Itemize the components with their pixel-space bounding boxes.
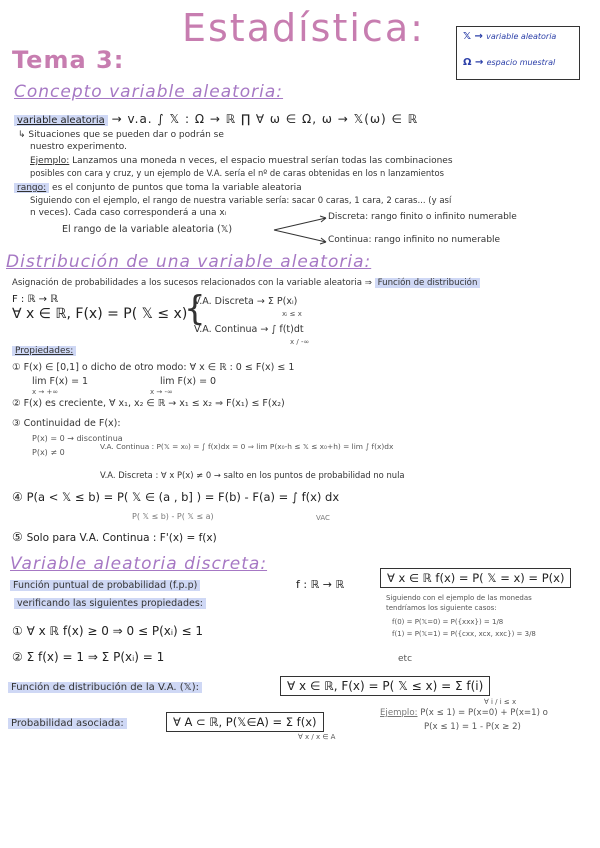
asignacion-text: Asignación de probabilidades a los sucesos relacionados con la variable aleatoria ⇒ [12,278,372,288]
prop-3-text: Continuidad de F(x): [23,418,121,429]
rango-label: rango: [14,183,49,193]
discreta-prop-1: ∀ x ℝ f(x) ≥ 0 ⇒ 0 ≤ P(xᵢ) ≤ 1 [26,624,204,638]
va-definition-row [14,112,418,126]
prop-5-row [12,530,217,544]
prop-3-disc: V.A. Discreta : ∀ x P(x) ≠ 0 → salto en los puntos de probabilidad no nula [100,470,405,480]
ej2-label: Ejemplo: [380,708,418,718]
fpp-label-text: Función puntual de probabilidad (f.p.p) [10,580,200,591]
va-disc-sub: xᵢ ≤ x [282,310,302,318]
branch-arrows [272,212,332,248]
verificando-row [14,598,206,609]
circle-1b-icon: ① [12,624,23,638]
fpp-box: ∀ x ∈ ℝ f(x) = P( 𝕏 = x) = P(x) [380,568,571,588]
va-cont-row [194,324,304,335]
circle-4-icon: ④ [12,490,23,504]
fdist-label-text: Función de distribución de la V.A. (𝕏): [8,682,202,693]
prob-box: ∀ A ⊂ ℝ, P(𝕏∈A) = Σ f(x) [166,712,324,732]
fdist-label [8,682,202,693]
prop-1-lim2: lim F(x) = 0 [160,376,217,387]
ej-note-1: Siguiendo con el ejemplo de las monedas [386,594,532,602]
circle-2-icon: ② [12,398,21,409]
prop-4-row [12,490,339,504]
f-main-brace: { [184,289,206,329]
prop-2-row [12,398,285,409]
ej-etc: etc [398,654,413,664]
va-def: → v.a. ∫ 𝕏 : Ω → ℝ ∏ ∀ ω ∈ Ω, ω → 𝕏(ω) ∈ ℝ [111,112,419,126]
prop-4-sub: P( 𝕏 ≤ b) - P( 𝕏 ≤ a) [132,512,214,521]
circle-3-icon: ③ [12,418,21,429]
ejemplo-text: Lanzamos una moneda n veces, el espacio muestral serían todas las combinaciones [72,156,453,166]
verificando-text: verificando las siguientes propiedades: [14,598,206,609]
prop-1-lim1: lim F(x) = 1 [32,376,89,387]
prop-4-text: P(a < 𝕏 ≤ b) = P( 𝕏 ∈ (a , b] ) = F(b) - F(a) = ∫ f(x) dx [26,490,340,504]
page-title: Estadística: [182,6,425,50]
ej2-row [380,708,548,718]
legend-omega-row [463,57,555,68]
circle-1-icon: ① [12,362,21,373]
ej-f0: f(0) = P(𝕏=0) = P({xxx}) = 1/8 [392,618,504,626]
asignacion-row [12,278,480,288]
ejemplo-row [30,156,453,166]
prop-1-text: F(x) ∈ [0,1] o dicho de otro modo: ∀ x ∈ ℝ : 0 ≤ F(x) ≤ 1 [23,362,295,373]
prop-3-a: P(x) = 0 → discontinua [32,434,123,443]
prop-2-text: F(x) es creciente, ∀ x₁, x₂ ∈ ℝ → x₁ ≤ x₂ ⇒ F(x₁) ≤ F(x₂) [23,398,285,409]
omega-symbol: Ω → [463,57,484,68]
prob-label [8,718,127,729]
prob-sub: ∀ x / x ∈ A [298,733,336,741]
legend-x-label: variable aleatoria [486,32,557,41]
va-label: variable aleatoria [14,115,108,126]
prob-label-text: Probabilidad asociada: [8,718,127,729]
legend-omega-label: espacio muestral [486,58,556,67]
circle-5-icon: ⑤ [12,530,23,544]
ejemplo-label: Ejemplo: [30,156,70,166]
discreta-text: Discreta: rango finito o infinito numerable [328,212,517,222]
f-main: ∀ x ∈ ℝ, F(x) = P( 𝕏 ≤ x) [12,306,188,322]
f-def: F : ℝ → ℝ [12,294,59,305]
ej2-line2: P(x ≤ 1) = 1 - P(x ≥ 2) [424,722,521,732]
propiedades-label [12,346,76,356]
continua-text: Continua: rango infinito no numerable [328,235,501,245]
prop-5-text: Solo para V.A. Continua : F'(x) = f(x) [26,532,217,544]
funcion-distribucion-label: Función de distribución [375,278,481,288]
fpp-label [10,580,200,591]
tema-heading: Tema 3: [12,46,125,74]
circle-2b-icon: ② [12,650,23,664]
prop-3-b: P(x) ≠ 0 [32,448,65,457]
rango-line-2: Siguiendo con el ejemplo, el rango de nuestra variable sería: sacar 0 caras, 1 cara, 2 caras... (y así [30,196,452,206]
fdist-box: ∀ x ∈ ℝ, F(x) = P( 𝕏 ≤ x) = Σ f(i) [280,676,490,696]
va-cont-formula: ∫ f(t)dt [271,324,304,335]
legend-box [456,26,580,80]
rango-line-3: n veces). Cada caso corresponderá a una xᵢ [30,208,227,218]
prop-3-cont: V.A. Continua : P(𝕏 = x₀) = ∫ f(x)dx = 0 ⇒ lim P(x₀-h ≤ 𝕏 ≤ x₀+h) = lim ∫ f(x)dx [100,442,394,451]
discreta-prop-2: Σ f(x) = 1 ⇒ Σ P(xᵢ) = 1 [26,650,165,664]
ej2-line1: P(x ≤ 1) = P(x=0) + P(x=1) o [420,708,548,718]
discreta-prop-2-row [12,650,164,664]
fpp-map: f : ℝ → ℝ [296,578,345,591]
legend-x-row [463,31,556,42]
ejemplo-text-2: posibles con cara y cruz, y un ejemplo de V.A. sería el nº de caras obtenidas en los n lanzamientos [30,168,444,178]
situaciones-line: ↳ Situaciones que se pueden dar o podrán se [18,130,224,140]
section-distribucion-heading: Distribución de una variable aleatoria: [6,252,372,272]
section-concepto-heading: Concepto variable aleatoria: [14,82,284,102]
rango-va-text: El rango de la variable aleatoria (𝕏) [62,224,233,235]
va-disc-label: V.A. Discreta → [194,296,265,307]
discreta-prop-1-row [12,624,203,638]
va-cont-lims: x / -∞ [290,338,310,346]
x-symbol: 𝕏 → [463,31,483,42]
va-disc-formula: Σ P(xᵢ) [267,296,298,307]
prop-4-vac: VAC [316,514,330,522]
rango-row [14,183,302,193]
ej-f1: f(1) = P(𝕏=1) = P({cxx, xcx, xxc}) = 3/8 [392,630,536,638]
fdist-sub: ∀ i / i ≤ x [484,698,517,706]
ej-note-2: tendríamos los siguiente casos: [386,604,497,612]
propiedades-text: Propiedades: [12,346,76,356]
va-cont-label: V.A. Continua → [194,324,269,335]
prop-1-lim1-sub: x → +∞ [32,388,59,396]
prop-1-lim2-sub: x → -∞ [150,388,173,396]
va-disc-row [194,296,297,307]
prop-1-row [12,362,294,373]
rango-text: es el conjunto de puntos que toma la variable aleatoria [52,183,302,193]
situaciones-line-2: nuestro experimento. [30,142,127,152]
prop-3-row [12,418,121,429]
section-discreta-heading: Variable aleatoria discreta: [10,554,268,574]
